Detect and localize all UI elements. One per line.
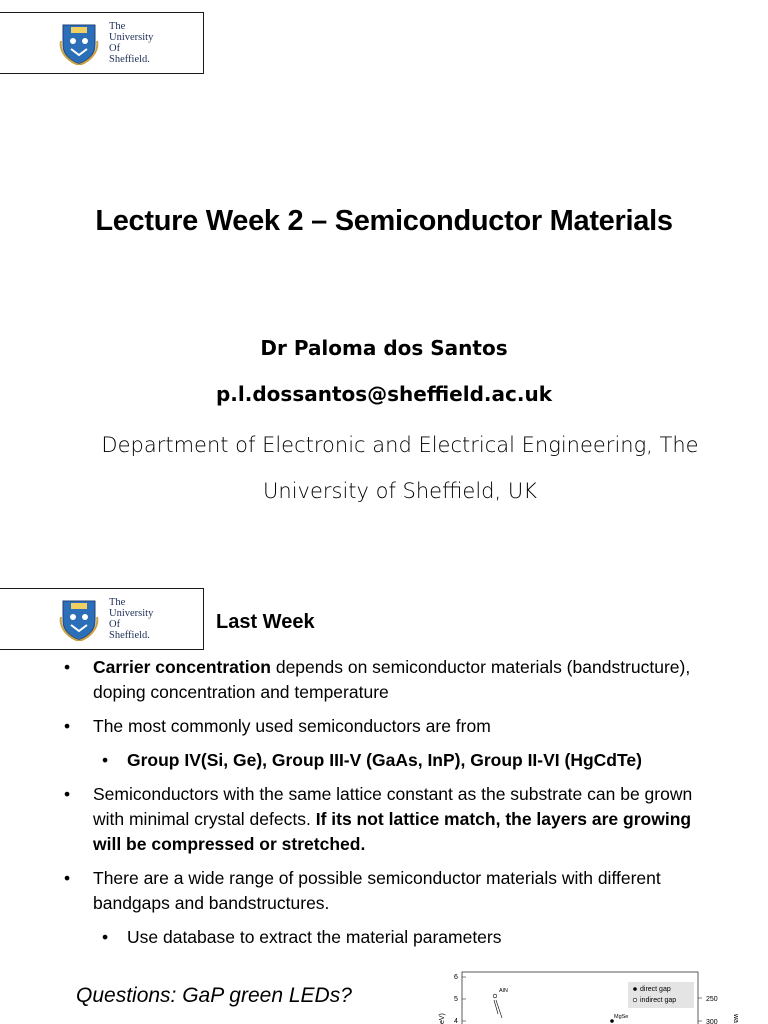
university-logo	[0, 588, 204, 650]
list-item: • There are a wide range of possible semiconductor materials with different bandgaps and bandstructures.	[62, 866, 702, 916]
data-point-aln	[493, 994, 497, 998]
author-email: p.l.dossantos@sheffield.ac.uk	[215, 382, 552, 406]
university-crest-icon	[59, 21, 99, 65]
right-axis-label: wa	[732, 1014, 739, 1023]
question-text: Questions: GaP green LEDs?	[76, 984, 352, 1007]
bandgap-chart	[428, 968, 748, 1024]
sub-list-item: • Group IV(Si, Ge), Group III-V (GaAs, InP), Group II-VI (HgCdTe)	[62, 748, 702, 773]
y-tick-label: 6	[454, 974, 458, 981]
legend-indirect-marker	[633, 998, 637, 1002]
section-title: Last Week	[216, 611, 315, 633]
legend-direct-label: direct gap	[640, 986, 671, 993]
legend-direct-marker	[633, 987, 637, 991]
author-name: Dr Paloma dos Santos	[260, 336, 508, 360]
legend-indirect-label: indirect gap	[640, 997, 677, 1004]
lecture-title: Lecture Week 2 – Semiconductor Materials	[95, 205, 673, 237]
university-logo	[0, 12, 204, 74]
list-item: • The most commonly used semiconductors are from	[62, 714, 702, 739]
y-axis-label: eV)	[439, 1013, 446, 1024]
y-tick-label: 4	[454, 1018, 458, 1024]
point-label-aln: AlN	[499, 988, 508, 994]
list-item: • Carrier concentration depends on semiconductor materials (bandstructure), doping concentration and temperature	[62, 655, 702, 705]
sub-list-item: • Use database to extract the material parameters	[62, 925, 702, 950]
university-wordmark: The University Of Sheffield.	[109, 597, 154, 641]
y-tick-label: 5	[454, 996, 458, 1003]
university-crest-icon	[59, 597, 99, 641]
right-tick-label: 300	[706, 1019, 718, 1024]
university-wordmark: The University Of Sheffield.	[109, 21, 154, 65]
department-affiliation: Department of Electronic and Electrical Engineering, The University of Sheffield, UK	[101, 433, 699, 503]
point-label-mgse: MgSe	[614, 1014, 629, 1020]
list-item: • Semiconductors with the same lattice constant as the substrate can be grown with minimal crystal defects. If its not lattice match, the layers are growing will be compressed or stretched.	[62, 782, 702, 857]
bullet-list	[62, 655, 702, 959]
right-tick-label: 250	[706, 996, 718, 1003]
